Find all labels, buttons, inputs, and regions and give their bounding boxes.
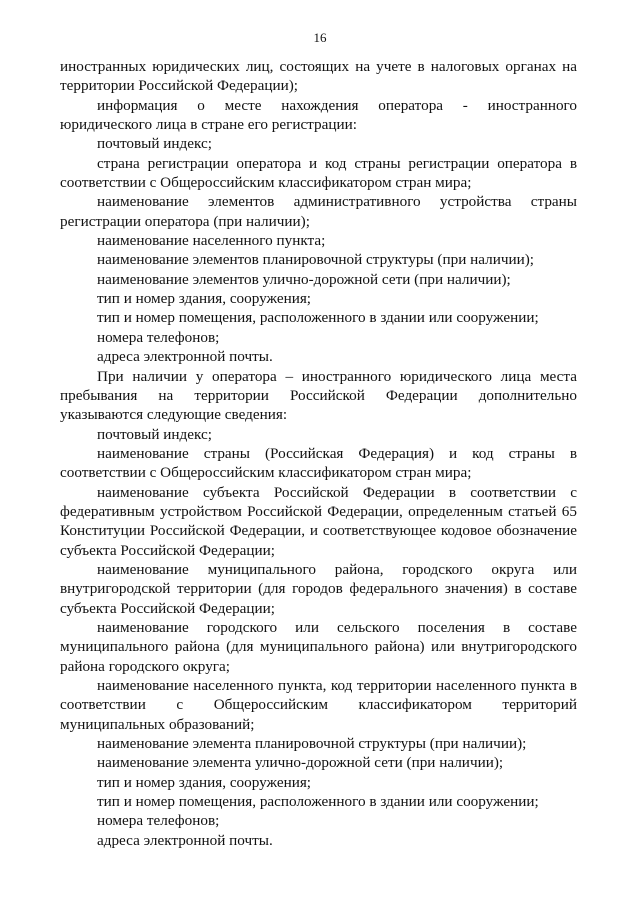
paragraph-admin-units: наименование элементов административного устройства страны регистрации оператора (при наличии); [60, 193, 577, 230]
paragraph-premises: тип и номер помещения, расположенного в здании или сооружении; [97, 309, 539, 327]
paragraph-emails-ru: адреса электронной почты. [97, 831, 273, 849]
paragraph-phones: номера телефонов; [97, 328, 220, 346]
paragraph-country-ru: наименование страны (Российская Федерация) и код страны в соответствии с Общероссийским классификатором стран мира; [60, 444, 577, 482]
paragraph-postal-code: почтовый индекс; [97, 135, 212, 153]
document-body [60, 57, 577, 850]
paragraph-premises-ru: тип и номер помещения, расположенного в здании или сооружении; [97, 793, 539, 811]
page-number: 16 [313, 30, 327, 45]
paragraph-building: тип и номер здания, сооружения; [97, 290, 312, 308]
paragraph-settlement-code: наименование населенного пункта, код территории населенного пункта в соответствии с Общероссийским классификатором территорий муниципальных образований; [60, 677, 577, 733]
paragraph-planning-structure: наименование элементов планировочной структуры (при наличии); [97, 251, 534, 269]
paragraph-municipal-district: наименование муниципального района, городского округа или внутригородской территории (для городов федерального значения) в составе субъекта Российской Федерации; [60, 560, 577, 617]
paragraph-emails: адреса электронной почты. [97, 348, 273, 366]
paragraph-planning-element: наименование элемента планировочной структуры (при наличии); [97, 735, 527, 753]
paragraph-foreign-entities-tail: иностранных юридических лиц, состоящих на учете в налоговых органах на территории Российской Федерации); [60, 58, 577, 95]
paragraph-phones-ru: номера телефонов; [97, 812, 220, 830]
paragraph-postal-code-ru: почтовый индекс; [97, 425, 212, 443]
paragraph-location-info: информация о месте нахождения оператора - иностранного юридического лица в стране его регистрации: [60, 96, 577, 134]
paragraph-building-ru: тип и номер здания, сооружения; [97, 773, 312, 791]
paragraph-federal-subject: наименование субъекта Российской Федерации в соответствии с федеративным устройством Российской Федерации, определенным статьей 65 Конституции Российской Федерации, и соответствующее кодовое обозначение субъекта Российской Федерации; [60, 483, 577, 559]
paragraph-street-network: наименование элементов улично-дорожной сети (при наличии); [97, 270, 511, 288]
paragraph-settlement-district: наименование городского или сельского поселения в составе муниципального района (для муниципального района) или внутригородского района городского округа; [60, 618, 577, 675]
paragraph-street-element: наименование элемента улично-дорожной сети (при наличии); [97, 754, 504, 772]
paragraph-registration-country: страна регистрации оператора и код страны регистрации оператора в соответствии с Общероссийским классификатором стран мира; [60, 154, 577, 192]
paragraph-settlement: наименование населенного пункта; [97, 232, 326, 250]
paragraph-stay-in-russia: При наличии у оператора – иностранного юридического лица места пребывания на территории Российской Федерации дополнительно указываются следующие сведения: [60, 367, 577, 424]
